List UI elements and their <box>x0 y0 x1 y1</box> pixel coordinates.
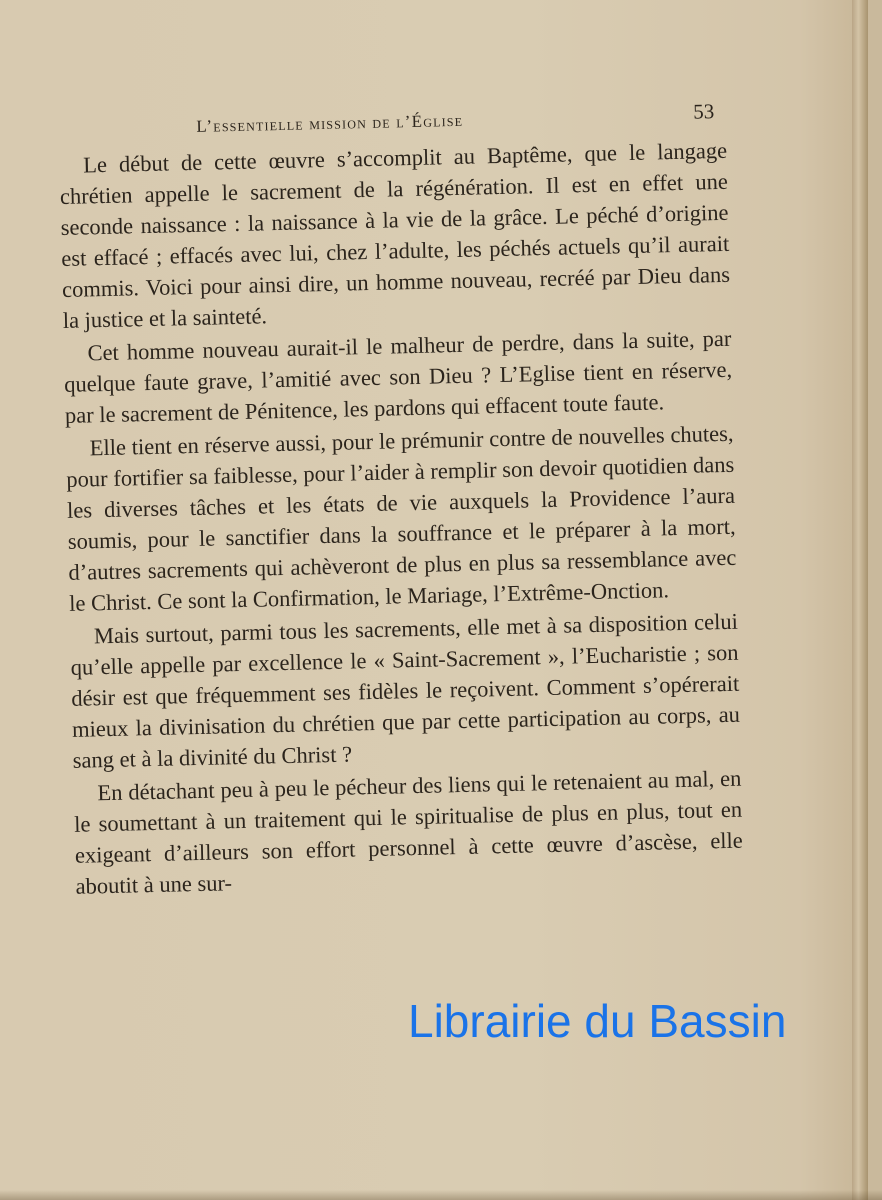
page-edge <box>852 0 868 1200</box>
paragraph-detachment: En détachant peu à peu le pécheur des liens qui le retenaient au mal, en le soumettant à un traitement qui le spiritualise de plus en plus, tout en exigeant d’ailleurs son effort personnel à cette œuvre d’ascèse, elle aboutit à une sur- <box>73 765 744 899</box>
paragraph-eucharist: Mais surtout, parmi tous les sacrements, elle met à sa disposition celui qu’elle appelle par excellence le « Saint-Sacrement », l’Eucharistie ; son désir est que fréquemment ses fidèles le reçoivent. Comment s’opérerait mieux la divinisation du chrétien que par cette participation au corps, au sang et à la divinité du Christ ? <box>70 608 741 773</box>
paragraph-other-sacraments: Elle tient en réserve aussi, pour le prémunir contre de nouvelles chutes, pour fortifier sa faiblesse, pour l’aider à remplir son devoir quotidien dans les diverses tâches et les états de vie auxquels la Providence l’aura soumis, pour le sanctifier dans la souffrance et le préparer à la mort, d’autres sacrements qui achèveront de plus en plus sa ressemblance avec le Christ. Ce sont la Confirmation, le Mariage, l’Extrême-Onction. <box>66 420 737 616</box>
running-head: L’essentielle mission de l’Église <box>196 110 464 136</box>
watermark-text: Librairie du Bassin <box>408 995 787 1047</box>
bottom-shadow <box>0 1190 882 1200</box>
page-text-block <box>58 95 744 904</box>
paragraph-baptism: Le début de cette œuvre s’accomplit au Baptême, que le langage chrétien appelle le sacrement de la régénération. Il est en effet une seconde naissance : la naissance à la vie de la grâce. Le péché d’origine est effacé ; effacés avec lui, chez l’adulte, les péchés actuels qu’il aurait commis. Voici pour ainsi dire, un homme nouveau, recréé par Dieu dans la justice et la sainteté. <box>59 137 731 333</box>
page-number: 53 <box>692 99 715 124</box>
paragraph-penitence: Cet homme nouveau aurait-il le malheur de perdre, dans la suite, par quelque faute grave, l’amitié avec son Dieu ? L’Eglise tient en réserve, par le sacrement de Pénitence, les pardons qui effacent toute faute. <box>63 325 733 428</box>
